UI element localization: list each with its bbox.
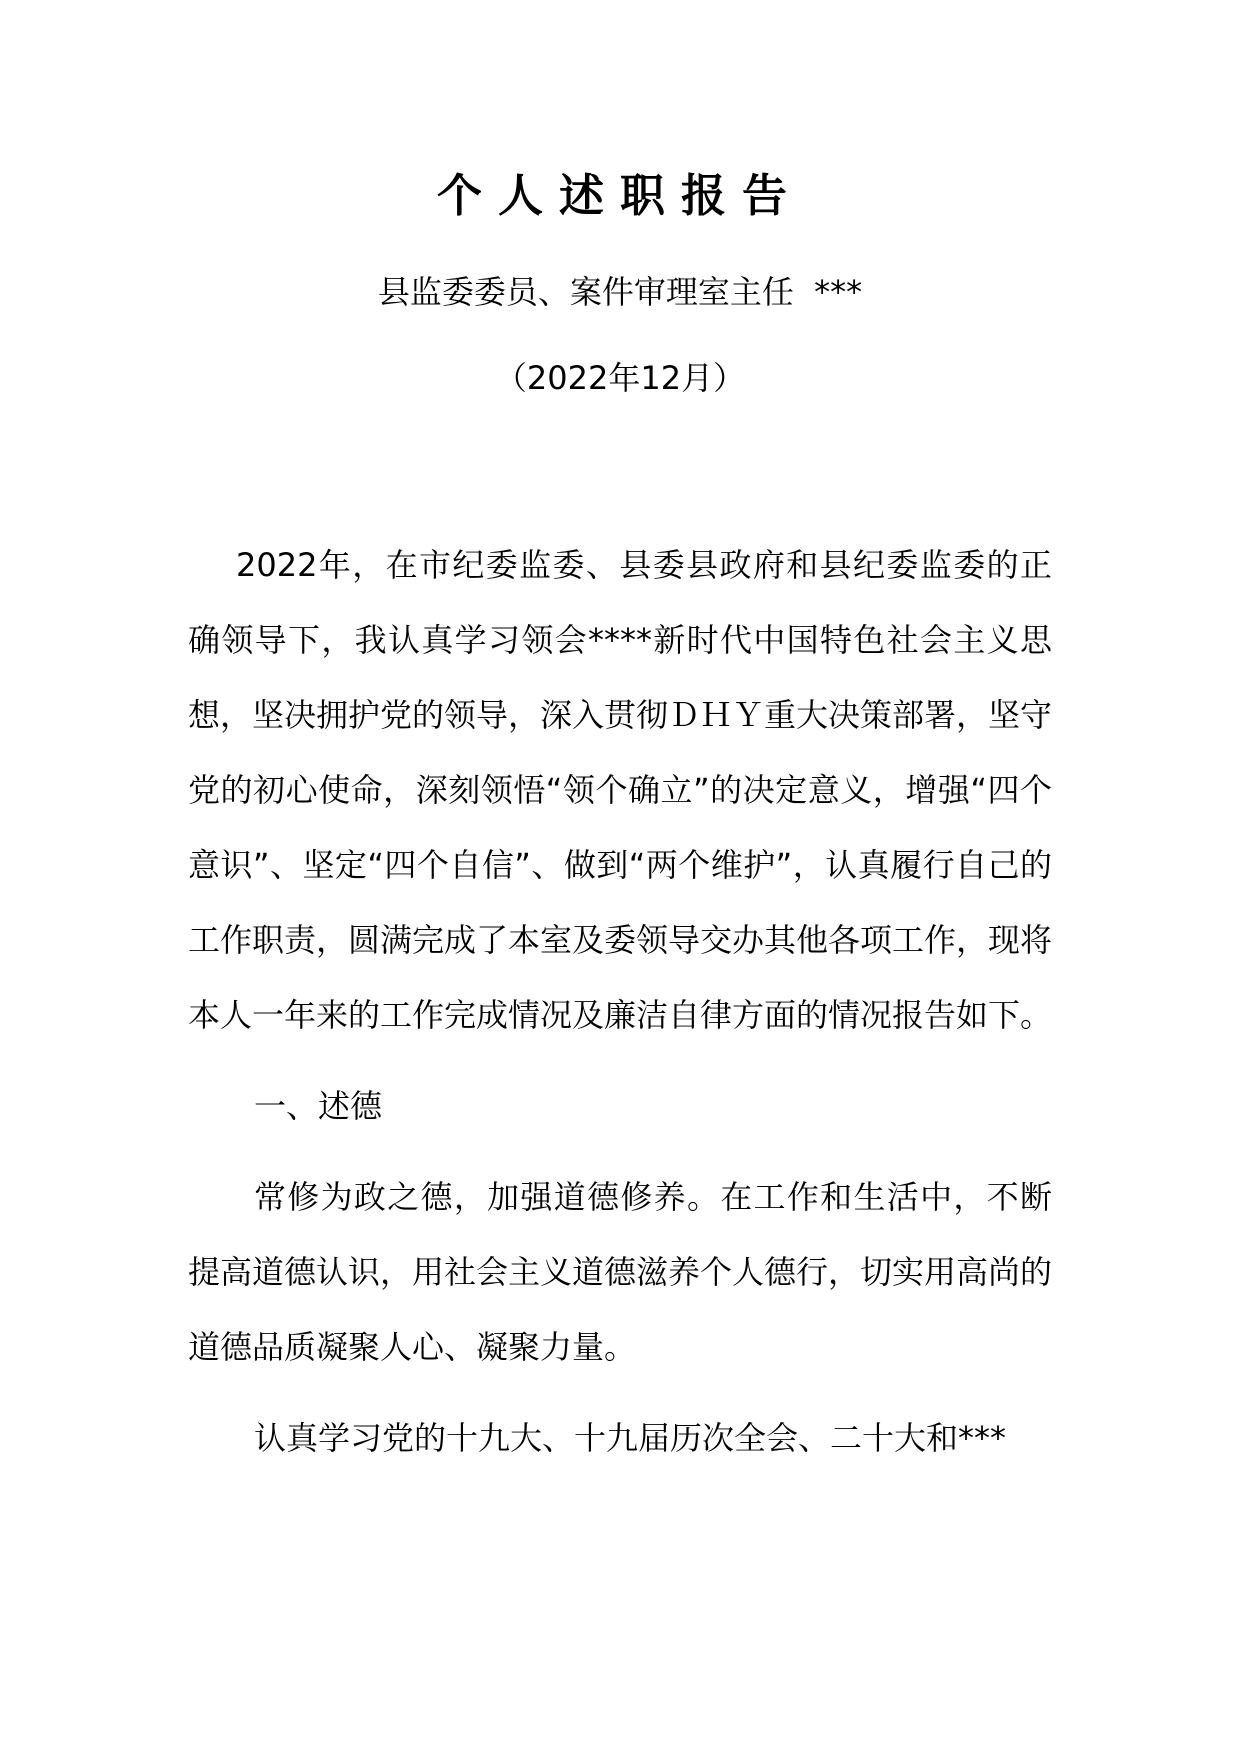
section1-paragraph-2: 认真学习党的十九大、十九届历次全会、二十大和*** [254, 1419, 1007, 1457]
section1-paragraph-1: 常修为政之德，加强道德修养。在工作和生活中，不断提高道德认识，用社会主义道德滋养个人德行，切实用高尚的道德品质凝聚人心、凝聚力量。 [188, 1178, 1053, 1366]
document-body [188, 528, 1052, 1476]
intro-paragraph: 2022年，在市纪委监委、县委县政府和县纪委监委的正确领导下，我认真学习领会****新时代中国特色社会主义思想，坚决拥护党的领导，深入贯彻ＤＨＹ重大决策部署，坚守党的初心使命，深刻领悟“领个确立”的决定意义，增强“四个意识”、坚定“四个自信”、做到“两个维护”，认真履行自己的工作职责，圆满完成了本室及委领导交办其他各项工作，现将本人一年来的工作完成情况及廉洁自律方面的情况报告如下。 [188, 546, 1053, 1034]
author-line: 县监委委员、案件审理室主任 *** [377, 273, 863, 311]
document-title: 个人述职报告 [436, 169, 803, 222]
section-heading-1: 一、述德 [254, 1087, 383, 1125]
date-line: （2022年12月） [494, 359, 746, 397]
